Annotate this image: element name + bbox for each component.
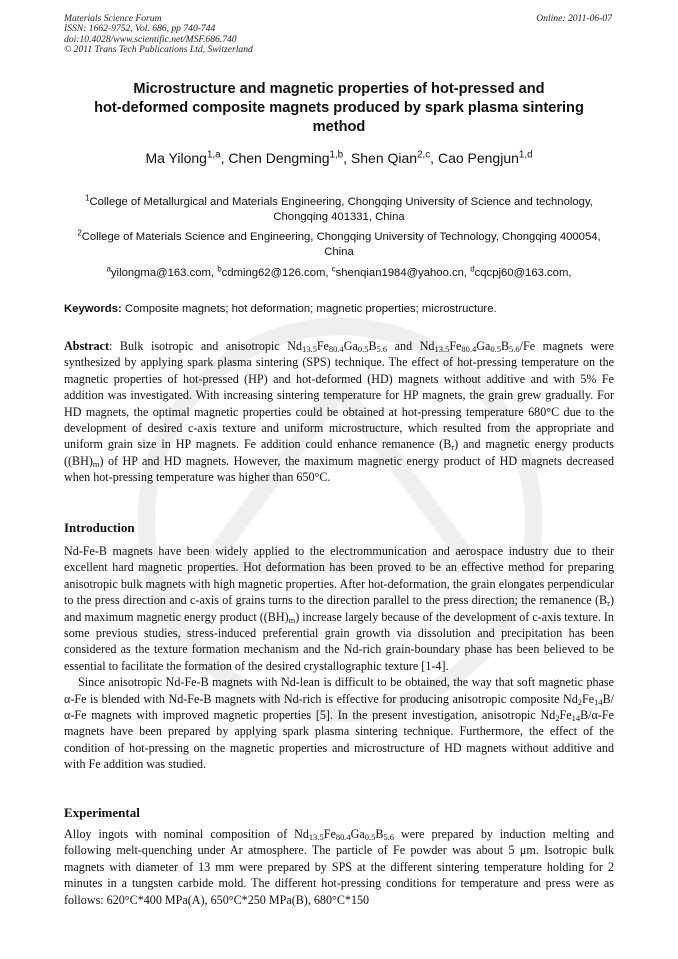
affiliation-text: College of Materials Science and Engineering, Chongqing University of Technology, Chongqing 400054, China xyxy=(81,231,601,258)
paragraph: Since anisotropic Nd-Fe-B magnets with Nd-lean is difficult to be obtained, the way that soft magnetic phase α-Fe is blended with Nd-Fe-B magnets with Nd-rich is effective for producing anisotropic composite $Nd_2Fe_{14}B/\alpha-Fe$ magnets with improved magnetic properties [5]. In the present investigation, anisotropic $Nd_2Fe_{14}B/\alpha-Fe$ magnets have been prepared by applying spark plasma sintering technique. Furthermore, the effect of the condition of hot-pressing on the magnetic properties and microstructure of HD magnets without additive and with Fe addition was studied. xyxy=(64,675,614,772)
section-heading-introduction: Introduction xyxy=(64,520,135,535)
affiliation-1 xyxy=(64,195,614,225)
author-affil-mark: 1,a xyxy=(206,149,221,161)
paper-title xyxy=(50,80,628,137)
journal-header xyxy=(64,14,253,56)
author-affil-mark: 1,b xyxy=(329,149,344,161)
email-link[interactable]: shenqian1984@yahoo.cn, xyxy=(335,267,468,279)
affiliation-2 xyxy=(64,230,614,260)
affiliation-number: 1 xyxy=(85,193,90,203)
author-affil-mark: 1,d xyxy=(518,149,533,161)
abstract: Abstract: Bulk isotropic and anisotropic $Nd_{13.5}Fe_{80.4}Ga_{0.5}B_{5.6}$ and $Nd_{13.5}Fe_{80.4}Ga_{0.5}B_{5.6}/Fe$ magnets were synthesized by applying spark plasma sintering (SPS) technique. The effect of hot-pressing temperature on the magnetic properties of hot-pressed (HP) and hot-deformed (HD) magnets without additive and with 5% Fe addition was investigated. With increasing sintering temperature for HP magnets, the grain grew gradually. For HD magnets, the optimal magnetic properties could be obtained at hot-pressing temperature 680°C due to the development of desired c-axis texture and uniform microstructure, which resulted from the appropriate and uniform grain size in HP magnets. Fe addition could enhance remanence $(B_r)$ and magnetic energy products $((BH)_m)$ of HP and HD magnets. However, the maximum magnetic energy product of HD magnets decreased when hot-pressing temperature was higher than 650°C. xyxy=(64,339,614,485)
keywords-label: Keywords: xyxy=(64,303,122,315)
doi-line[interactable]: doi:10.4028/www.scientific.net/MSF.686.740 xyxy=(64,33,237,45)
keywords-text: Composite magnets; hot deformation; magnetic properties; microstructure. xyxy=(124,303,497,315)
title-line-1: Microstructure and magnetic properties of hot-pressed and xyxy=(133,81,545,97)
section-heading-experimental: Experimental xyxy=(64,805,140,820)
author-name: Shen Qian xyxy=(350,150,418,166)
issn-line: ISSN: 1662-9752, Vol. 686, pp 740-744 xyxy=(64,23,216,35)
author-name: Chen Dengming xyxy=(228,150,330,166)
affiliation-text: College of Metallurgical and Materials Engineering, Chongqing University of Science and technology, Chongqing 401331, China xyxy=(89,196,593,223)
email-list: $^a$yilongma@163.com, $^b$cdming62@126.com, $^c$shenqian1984@yahoo.cn, $^d$cqcpj60@163.com, xyxy=(106,264,572,279)
abstract-label: Abstract xyxy=(64,339,110,353)
email-link[interactable]: cqcpj60@163.com, xyxy=(474,267,572,279)
title-line-2: hot-deformed composite magnets produced by spark plasma sintering xyxy=(94,100,584,116)
title-line-3: method xyxy=(312,119,366,135)
experimental-body: Alloy ingots with nominal composition of $Nd_{13.5}Fe_{80.4}Ga_{0.5}B_{5.6}$ were prepared by induction melting and following melt-quenching under Ar atmosphere. The particle of Fe powder was about 5 μm. Isotropic bulk magnets with diameter of 13 mm were prepared by SPS at the different sintering temperature holding for 2 minutes in a tungsten carbide mold. The different hot-pressing conditions for temperature and press were as follows: 620°C*400 MPa(A), 650°C*250 MPa(B), 680°C*150 xyxy=(64,827,615,907)
introduction-body xyxy=(64,543,614,773)
keywords xyxy=(64,302,614,317)
author-name: Ma Yilong xyxy=(145,150,207,166)
paragraph: Nd-Fe-B magnets have been widely applied to the electrommunication and aerospace industry due to their excellent hard magnetic properties. Hot deformation has been proved to be an effective method for preparing anisotropic bulk magnets with high magnetic properties. After hot-deformation, the grain elongates perpendicular to the press direction and c-axis of grains turns to the direction parallel to the press direction; the remanence $(B_r)$ and maximum magnetic energy product $((BH)_m)$ increase largely because of the development of c-axis texture. In some previous studies, stress-induced preferential grain growth via dissolution and precipitation has been considered as the texture formation mechanism and the Nd-rich grain-boundary phase has been believed to be essential to facilitate the formation of the desired crystallographic texture [1-4]. xyxy=(64,544,614,673)
affiliation-number: 2 xyxy=(77,228,82,238)
email-link[interactable]: yilongma@163.com, xyxy=(110,267,215,279)
online-date: Online: 2011-06-07 xyxy=(536,13,612,24)
author-affil-mark: 2,c xyxy=(417,149,431,161)
author-list: Ma Yilong$^{1,a}$, Chen Dengming$^{1,b}$, Shen Qian$^{2,c}$, Cao Pengjun$^{1,d}$ xyxy=(145,149,533,166)
email-link[interactable]: cdming62@126.com, xyxy=(221,267,329,279)
journal-name: Materials Science Forum xyxy=(64,13,162,24)
copyright-line: © 2011 Trans Tech Publications Ltd, Switzerland xyxy=(64,44,253,56)
author-name: Cao Pengjun xyxy=(437,150,519,166)
